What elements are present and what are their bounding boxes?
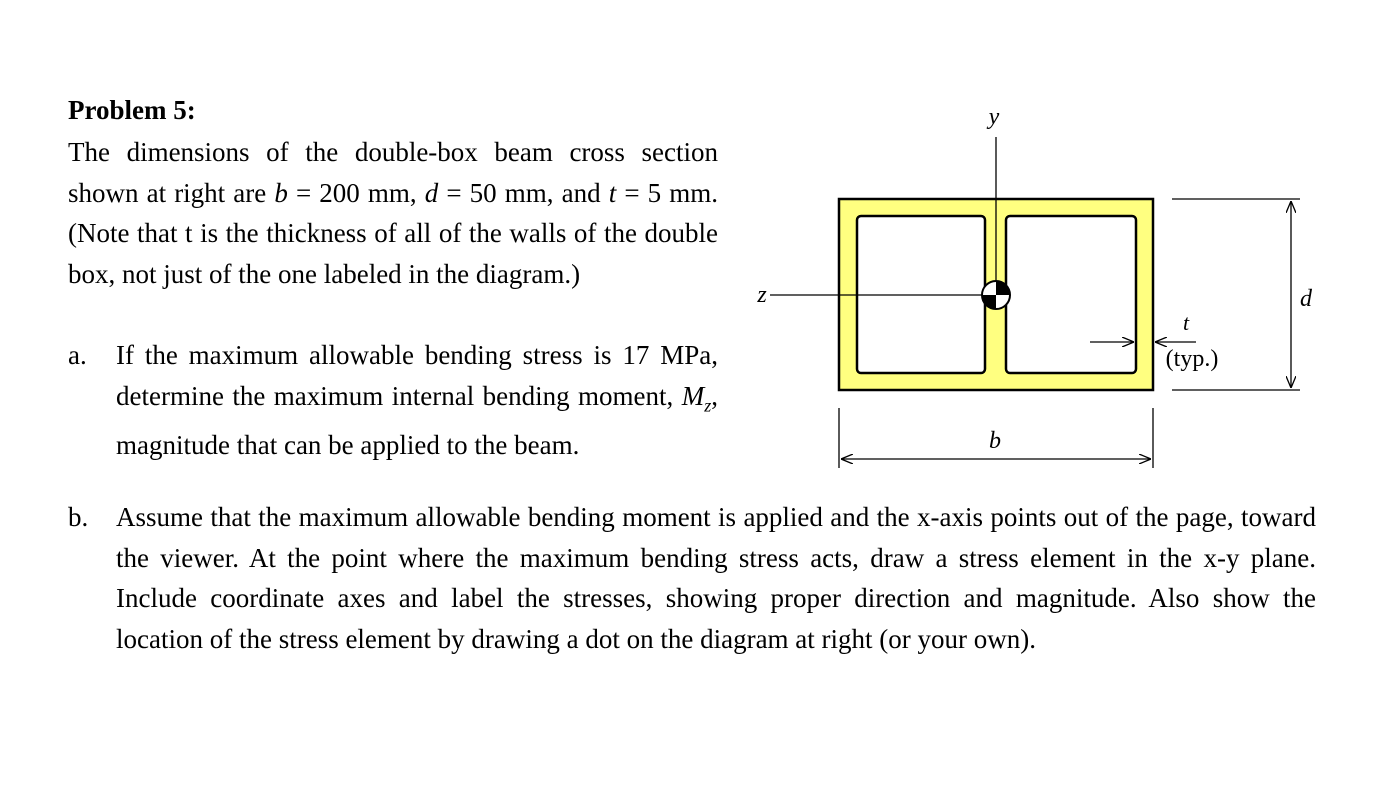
moment-subscript: z <box>704 394 712 415</box>
part-b <box>68 497 1318 697</box>
problem-title: Problem 5: <box>68 95 196 125</box>
problem-statement <box>68 132 718 294</box>
intro-eq-1: = 200 mm, <box>287 177 425 208</box>
intro-eq-2: = 50 mm, and <box>438 177 609 208</box>
typ-label: (typ.) <box>1165 346 1219 372</box>
d-dimension-label: d <box>1300 286 1312 312</box>
part-a <box>68 335 718 497</box>
part-a-text-1: If the maximum allowable bending stress is 17 MPa, determine the maximum internal bending moment, <box>116 340 718 411</box>
t-dimension-label: t <box>1182 310 1190 335</box>
part-a-text-2: , magnitude that can be applied to the beam. <box>116 380 718 461</box>
part-a-marker: a. <box>68 340 87 370</box>
beam-cross-section-diagram <box>740 95 1340 480</box>
d-variable: d <box>424 177 439 208</box>
part-b-marker: b. <box>68 502 89 532</box>
t-variable: t <box>608 177 617 208</box>
right-box-void <box>1006 216 1136 373</box>
b-variable: b <box>274 177 288 208</box>
z-axis-label: z <box>757 282 767 308</box>
intro-eq-3: = 5 mm. (Note that t is the thickness of all of the walls of the double box, not just of the one labeled in the diagram.) <box>68 177 718 289</box>
centroid-icon <box>982 281 1010 309</box>
y-axis-label: y <box>988 104 1000 130</box>
moment-variable: M <box>681 380 705 411</box>
part-b-text: Assume that the maximum allowable bending moment is applied and the x-axis points out of the page, toward the viewer. At the point where the maximum bending stress acts, draw a stress element in the x-y plane. Include coordinate axes and label the stresses, showing proper direction and magnitude. Also show the location of the stress element by drawing a dot on the diagram at right (or your own). <box>116 502 1316 654</box>
intro-text-1: The dimensions of the double-box beam cross section shown at right are <box>68 137 718 208</box>
b-dimension-label: b <box>989 428 1001 454</box>
part-a-text <box>116 335 718 466</box>
